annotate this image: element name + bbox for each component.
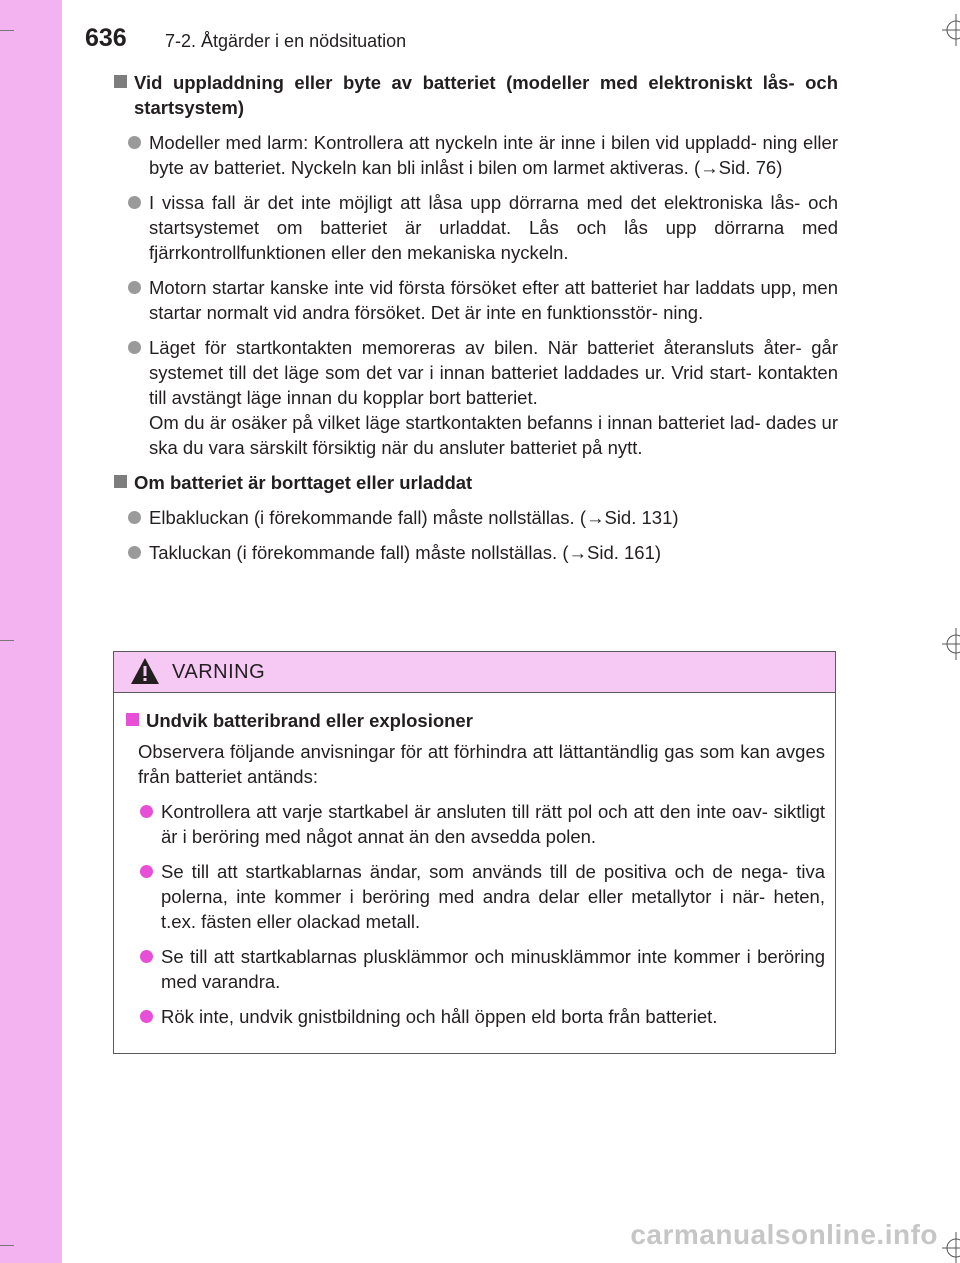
list-item: Modeller med larm: Kontrollera att nyckeln inte är inne i bilen vid uppladd- ning eller byte av batteriet. Nyckeln kan bli inlåst i bilen om larmet aktiveras. (→Sid. 76) <box>128 130 838 180</box>
round-bullet-icon <box>140 950 153 963</box>
list-item: I vissa fall är det inte möjligt att låsa upp dörrarna med det elektroniska lås- och startsystemet om batteriet är urladdat. Lås och lås upp dörrarna med fjärrkontrollfunktionen eller den mekaniska nyckeln. <box>128 190 838 265</box>
list-item: Elbakluckan (i förekommande fall) måste nollställas. (→Sid. 131) <box>128 505 838 530</box>
section-heading: Om batteriet är borttaget eller urladdat <box>112 470 838 495</box>
list-item: Kontrollera att varje startkabel är ansluten till rätt pol och att den inte oav- siktligt är i beröring med något annat än den avsedda polen. <box>140 799 825 849</box>
registration-mark-top-right <box>936 14 960 46</box>
list-item: Läget för startkontakten memoreras av bilen. När batteriet återansluts åter- går systemet till det läge som det var i innan batteriet laddades ur. Vrid start- kontakten till avstängt läge innan du kopplar bort batteriet. Om du är osäker på vilket läge startkontakten befanns i innan batteriet lad- dades ur ska du vara särskilt försiktig när du ansluter batteriet på nytt. <box>128 335 838 460</box>
warning-title: VARNING <box>172 661 266 683</box>
warning-body <box>114 693 835 1029</box>
round-bullet-icon <box>128 546 141 559</box>
warning-box <box>113 651 836 1054</box>
round-bullet-icon <box>128 136 141 149</box>
crop-tick-left-bottom <box>0 1245 14 1246</box>
page-number: 636 <box>85 24 127 52</box>
round-bullet-icon <box>128 281 141 294</box>
round-bullet-icon <box>128 196 141 209</box>
section-title: 7-2. Åtgärder i en nödsituation <box>165 31 407 51</box>
sidebar-tab <box>0 0 62 1263</box>
round-bullet-icon <box>140 805 153 818</box>
round-bullet-icon <box>140 1010 153 1023</box>
list-item: Se till att startkablarnas plusklämmor och minusklämmor inte kommer i beröring med varandra. <box>140 944 825 994</box>
registration-mark-mid-right <box>936 628 960 660</box>
round-bullet-icon <box>128 341 141 354</box>
crop-tick-left-mid <box>0 640 14 641</box>
round-bullet-icon <box>140 865 153 878</box>
section-heading: Vid uppladdning eller byte av batteriet (modeller med elektroniskt lås- och startsystem) <box>112 70 838 120</box>
registration-mark-bottom-right <box>936 1232 960 1263</box>
warning-header <box>114 652 835 693</box>
crop-tick-left-top <box>0 30 14 31</box>
list-item: Rök inte, undvik gnistbildning och håll öppen eld borta från batteriet. <box>140 1004 825 1029</box>
main-content <box>112 70 838 575</box>
watermark: carmanualsonline.info <box>630 1219 938 1250</box>
square-bullet-icon <box>126 713 139 726</box>
list-item: Takluckan (i förekommande fall) måste nollställas. (→Sid. 161) <box>128 540 838 565</box>
square-bullet-icon <box>114 475 127 488</box>
warning-heading: Undvik batteribrand eller explosioner <box>126 708 825 733</box>
warning-triangle-icon <box>130 656 160 686</box>
list-item: Motorn startar kanske inte vid första försöket efter att batteriet har laddats upp, men startar normalt vid andra försöket. Det är inte en funktionsstör- ning. <box>128 275 838 325</box>
list-item: Se till att startkablarnas ändar, som används till de positiva och de nega- tiva polerna, inte kommer i beröring med andra delar eller metallytor i när- heten, t.ex. fästen eller olackad metall. <box>140 859 825 934</box>
warning-intro: Observera följande anvisningar för att förhindra att lättantändlig gas som kan avges från batteriet antänds: <box>138 741 825 787</box>
square-bullet-icon <box>114 75 127 88</box>
round-bullet-icon <box>128 511 141 524</box>
